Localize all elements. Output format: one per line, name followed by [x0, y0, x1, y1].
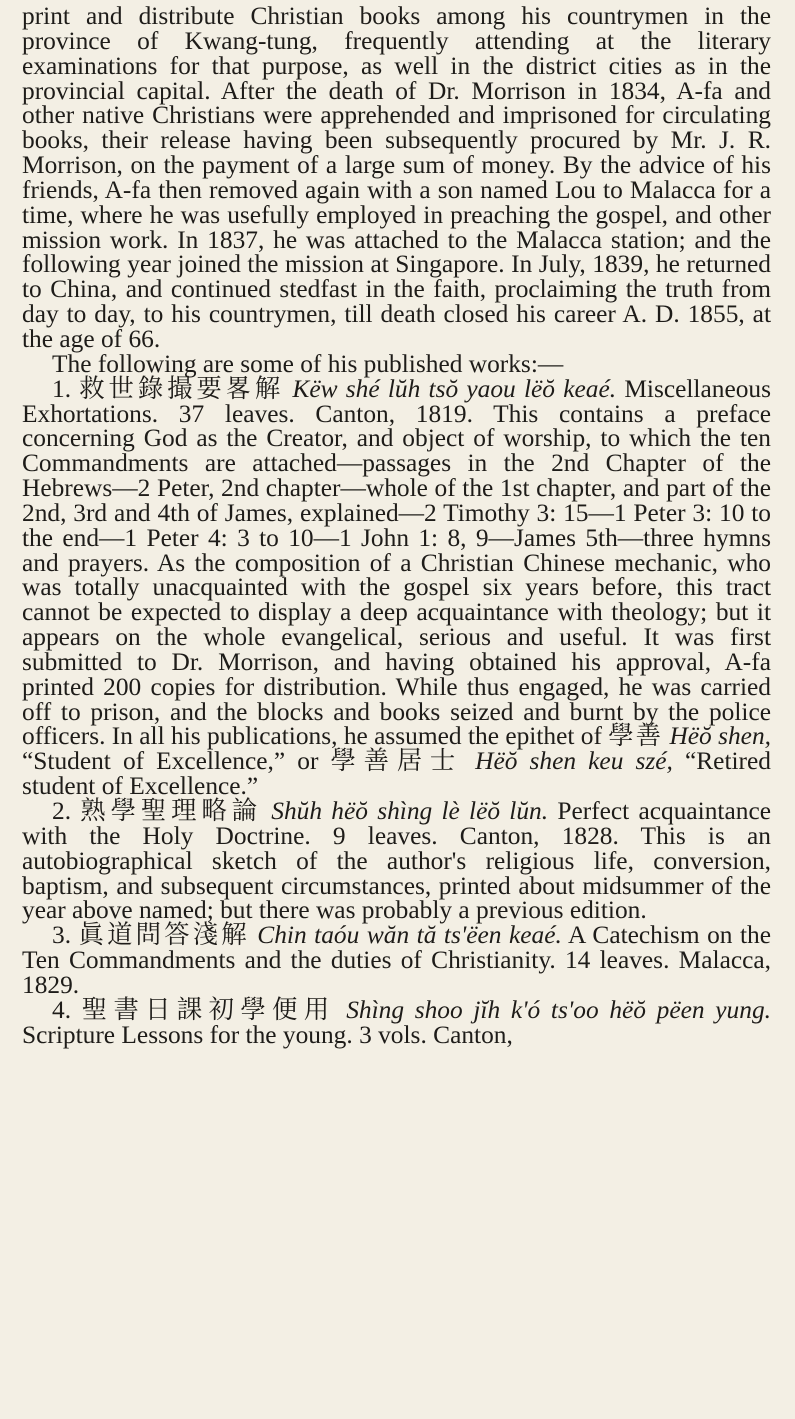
work-entry-4 — [22, 995, 771, 1049]
work-entry-1 — [22, 374, 771, 801]
intro-paragraph: print and distribute Christian books among his countrymen in the province of Kwang-tung, frequently attending at the literary examinations for that purpose, as well in the district cities as in the provincial capital. After the death of Dr. Morrison in 1834, A-fa and other native Christians were apprehended and imprisoned for circulating books, their release having been subsequently procured by Mr. J. R. Morrison, on the payment of a large sum of money. By the advice of his friends, A-fa then removed again with a son named Lou to Malacca for a time, where he was usefully employed in preaching the gospel, and other mission work. In 1837, he was attached to the Malacca station; and the following year joined the mission at Singapore. In July, 1839, he returned to China, and continued stedfast in the faith, proclaiming the truth from day to day, to his countrymen, till death closed his career A. D. 1855, at the age of 66. — [22, 2, 771, 353]
epithet-translation: “Retired student of Excellence.” — [22, 747, 771, 801]
work-description: A Catechism on the Ten Commandments and the duties of Christianity. 14 leaves. Malacca, 1829. — [22, 921, 771, 999]
epithet-translation: “Student of Excellence,” or — [22, 747, 319, 776]
work-number: 4. — [52, 995, 72, 1024]
epithet-chinese: 學善 — [608, 722, 664, 751]
work-description: Miscellaneous Exhortations. 37 leaves. Canton, 1819. This contains a preface concerning God as the Creator, and object of worship, to which the ten Commandments are attached—passages in the 2nd Chapter of the Hebrews—2 Peter, 2nd chapter—whole of the 1st chapter, and part of the 2nd, 3rd and 4th of James, explained—2 Timothy 3: 15—1 Peter 3: 10 to the end—1 Peter 4: 3 to 10—1 John 1: 8, 9—James 5th—three hymns and prayers. As the composition of a Christian Chinese mechanic, who was totally unacquainted with the gospel six years before, this tract cannot be expected to display a deep acquaintance with theology; but it appears on the whole evangelical, serious and useful. It was first submitted to Dr. Morrison, and having obtained his approval, A-fa printed 200 copies for distribution. While thus engaged, he was carried off to prison, and the blocks and books seized and burnt by the police officers. In all his publications, he assumed the epithet of — [22, 374, 771, 751]
epithet-romanized: Hëŏ shen, — [669, 722, 771, 751]
work-description: Scripture Lessons for the young. 3 vols. Canton, — [22, 1020, 513, 1049]
work-romanized-title: Chin taóu wăn tă ts'ëen keaé. — [257, 921, 562, 950]
work-chinese-title: 眞道問答淺解 — [78, 921, 250, 950]
work-entry-2 — [22, 799, 771, 923]
work-number: 1. — [52, 374, 72, 403]
epithet-chinese: 學善居士 — [330, 747, 464, 776]
work-romanized-title: Shìng shoo jĭh k'ó ts'oo hëŏ pëen yung. — [346, 995, 771, 1024]
work-chinese-title: 救世錄撮要畧解 — [79, 374, 285, 403]
work-romanized-title: Shŭh hëŏ shìng lè lëŏ lŭn. — [271, 797, 549, 825]
works-heading: The following are some of his published works:— — [52, 349, 564, 378]
epithet-romanized: Hëŏ shen keu szé, — [475, 747, 673, 776]
work-number: 3. — [52, 921, 72, 950]
work-entry-3 — [22, 923, 771, 998]
work-number: 2. — [52, 797, 72, 825]
work-romanized-title: Këw shé lŭh tsŏ yaou lëŏ keaé. — [292, 374, 617, 403]
work-description: Perfect acquaintance with the Holy Doctrine. 9 leaves. Canton, 1828. This is an autobiographical sketch of the author's religious life, conversion, baptism, and subsequent circumstances, printed about midsummer of the year above named; but there was probably a previous edition. — [22, 797, 771, 925]
work-chinese-title: 聖書日課初學便用 — [81, 995, 336, 1024]
work-chinese-title: 熟學聖理略論 — [80, 797, 263, 825]
